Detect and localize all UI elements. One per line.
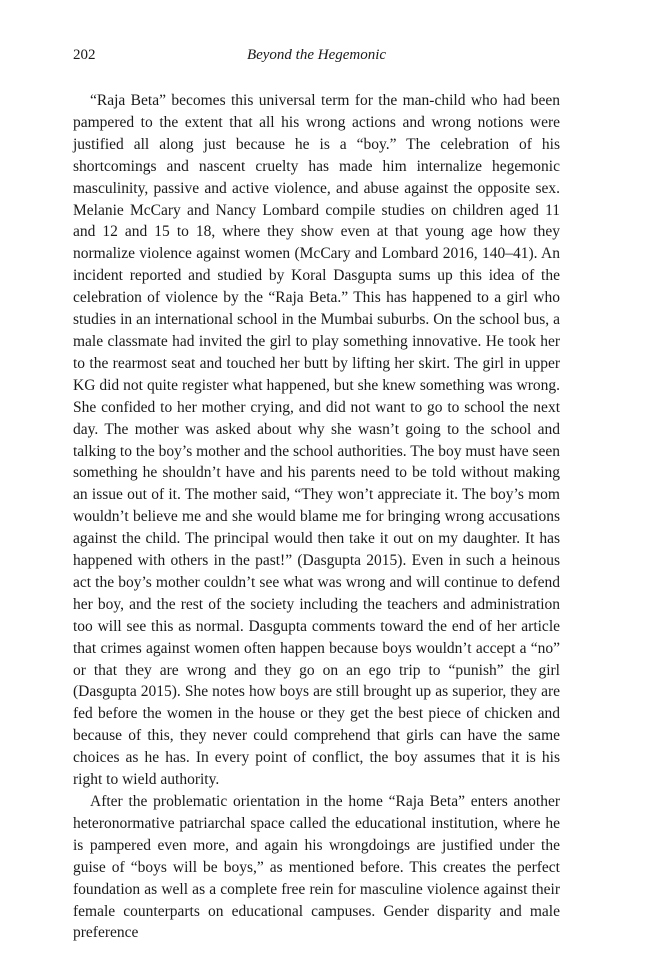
paragraph: After the problematic orientation in the home “Raja Beta” enters another heteronormative patriarchal space called the educational institution, where he is pampered even more, and again his wrongdoings are justified under the guise of “boys will be boys,” as mentioned before. This creates the perfect foundation as well as a complete free rein for masculine violence against their female counterparts on educational campuses. Gender disparity and male preference (73, 793, 560, 942)
page-number: 202 (73, 47, 96, 63)
body-text (73, 90, 560, 944)
paragraph: “Raja Beta” becomes this universal term for the man-child who had been pampered to the extent that all his wrong actions and wrong notions were justified all along just because he is a “boy.” The celebration of his shortcomings and nascent cruelty has made him internalize hegemonic masculinity, passive and active violence, and abuse against the opposite sex. Melanie McCary and Nancy Lombard compile studies on children aged 11 and 12 and 15 to 18, where they show even at that young age how they normalize violence against women (McCary and Lombard 2016, 140–41). An incident reported and studied by Koral Dasgupta sums up this idea of the celebration of violence by the “Raja Beta.” This has happened to a girl who studies in an international school in the Mumbai suburbs. On the school bus, a male classmate had invited the girl to play something innovative. He took her to the rearmost seat and touched her butt by lifting her skirt. The girl in upper KG did not quite register what happened, but she knew something was wrong. She confided to her mother crying, and did not want to go to school the next day. The mother was asked about why she wasn’t going to the school and talking to the boy’s mother and the school authorities. The boy must have seen something he shouldn’t have and his parents need to be told without making an issue out of it. The mother said, “They won’t appreciate it. The boy’s mom wouldn’t believe me and she would blame me for bringing wrong accusations against the child. The principal would then take it out on my daughter. It has happened with others in the past!” (Dasgupta 2015). Even in such a heinous act the boy’s mother couldn’t see what was wrong and will continue to defend her boy, and the rest of the society including the teachers and administration too will see this as normal. Dasgupta comments toward the end of her article that crimes against women often happen because boys wouldn’t accept a “no” or that they are wrong and they go on an ego trip to “punish” the girl (Dasgupta 2015). She notes how boys are still brought up as superior, they are fed before the women in the house or they get the best piece of chicken and because of this, they never could comprehend that girls can have the same choices as he has. In every point of conflict, the boy assumes that it is his right to wield authority. (73, 92, 561, 789)
running-head (73, 44, 560, 66)
running-title: Beyond the Hegemonic (246, 47, 387, 63)
